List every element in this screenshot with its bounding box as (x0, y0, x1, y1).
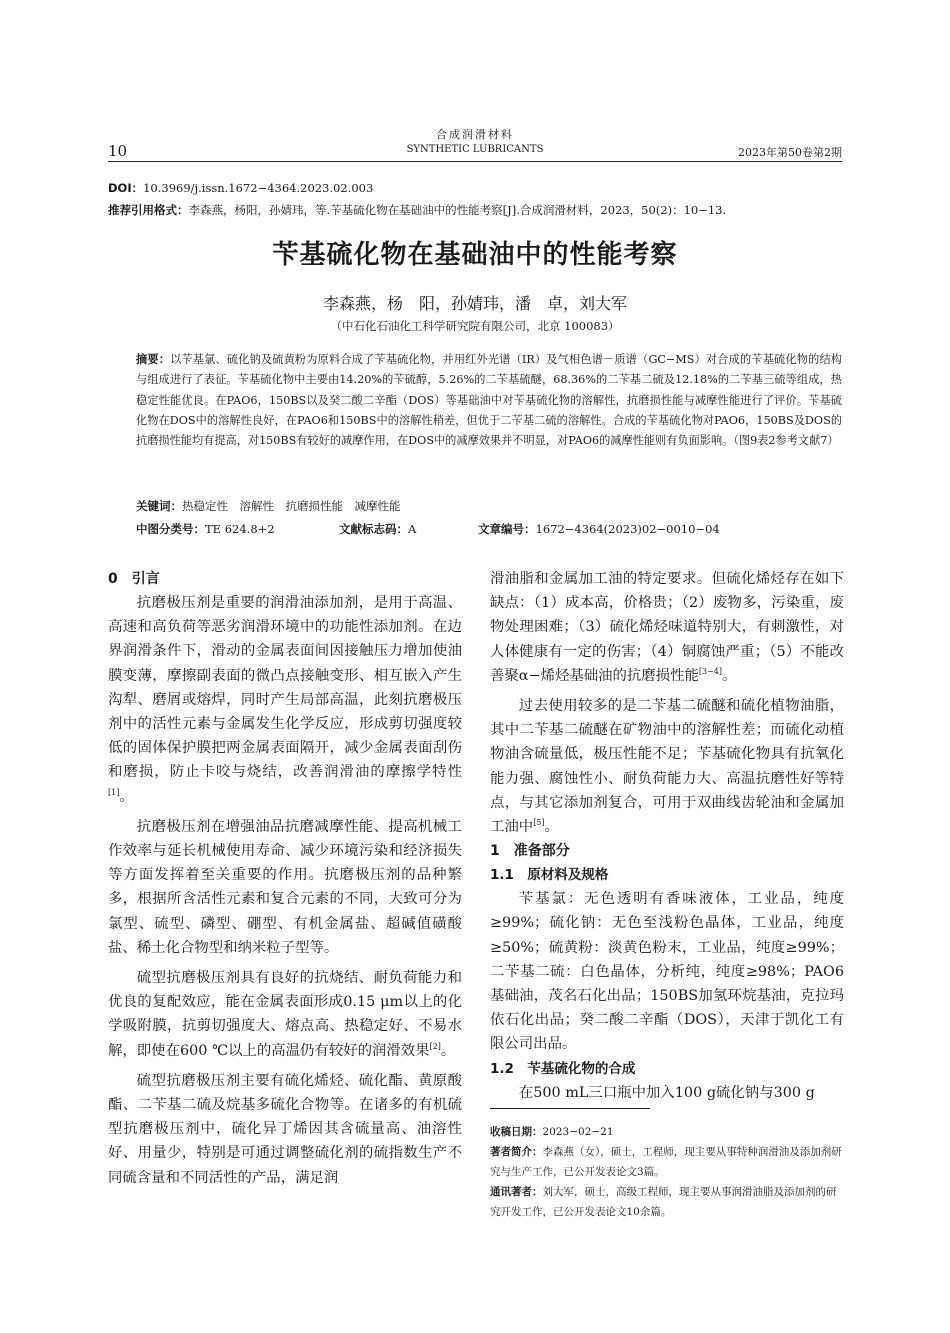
reference-5[interactable]: [5] (533, 818, 545, 828)
doc-label: 文献标志码： (339, 522, 408, 536)
paragraph-6: 苄基氯：无色透明有香味液体，工业品，纯度≥99%；硫化钠：无色至浅粉色晶体，工业品，纯度≥50%；硫黄粉：淡黄色粉末，工业品，纯度≥99%；二苄基二硫：白色晶体，分析纯，纯度≥98%；PAO6基础油，茂名石化出品；150BS加氢环烷基油，克拉玛依石化出品；癸二酸二辛酯（DOS），天津于凯化工有限公司出品。 (490, 891, 844, 1053)
journal-name-en: SYNTHETIC LUBRICANTS (406, 144, 544, 155)
keywords-label: 关键词： (136, 499, 182, 513)
citation-line (108, 200, 848, 220)
clc-value: TE 624.8+2 (205, 522, 275, 536)
abstract (136, 350, 842, 451)
paragraph-4: 硫型抗磨极压剂主要有硫化烯烃、硫化酯、黄原酸酯、二苄基二硫及烷基多硫化合物等。在诸多的有机硫型抗磨极压剂中，硫化异丁烯因其含硫量高、油溶性好、用量少，特别是可通过调整硫化剂的硫指数生产不同硫含量和不同活性的产品，满足润 (108, 1072, 462, 1186)
paragraph-1: 抗磨极压剂是重要的润滑油添加剂，是用于高温、高速和高负荷等恶劣润滑环境中的功能性添加剂。在边界润滑条件下，滑动的金属表面间因接触压力增加使油膜变薄，摩擦副表面的微凸点接触变形、相互嵌入产生沟犁、磨屑或熔焊，同时产生局部高温，此刻抗磨极压剂中的活性元素与金属发生化学反应，形成剪切强度较低的固体保护膜把两金属表面隔开，减少金属表面刮伤和磨损，防止卡咬与烧结，改善润滑油的摩擦学特性[1]。 (108, 595, 462, 805)
paragraph-7: 在500 mL三口瓶中加入100 g硫化钠与300 g (518, 1084, 815, 1101)
left-column (108, 567, 462, 1190)
doi-line (108, 178, 848, 198)
section-1-2-heading: 1.2 苄基硫化物的合成 (490, 1060, 636, 1077)
abstract-text: 以苄基氯、硫化钠及硫黄粉为原料合成了苄基硫化物，并用红外光谱（IR）及气相色谱－质谱（GC−MS）对合成的苄基硫化物的结构与组成进行了表征。苄基硫化物中主要由14.20%的苄硫醇，5.26%的二苄基硫醚，68.36%的二苄基二硫及12.18%的二苄基三硫等组成，热稳定性能优良。在PAO6，150BS以及癸二酸二辛酯（DOS）等基础油中对苄基硫化物的溶解性，抗磨损性能与减摩性能进行了评价。苄基硫化物在DOS中的溶解性良好，在PAO6和150BS中的溶解性稍差，但优于二苄基二硫的溶解性。合成的苄基硫化物对PAO6，150BS及DOS的抗磨损性能均有提高，对150BS有较好的减摩作用，在DOS中的减摩效果并不明显，对PAO6的减摩性能则有负面影响。（图9表2参考文献7） (136, 353, 843, 448)
abstract-label: 摘要： (136, 353, 171, 366)
author-list: 李森燕，杨 阳，孙婧玮，潘 卓，刘大军 (322, 294, 627, 313)
footnote-rule (490, 1108, 650, 1109)
footnotes (490, 1122, 844, 1222)
author-bio: 著者简介：李森燕（女），硕士，工程师，现主要从事特种润滑油及添加剂研究与生产工作，已公开发表论文3篇。 (490, 1146, 842, 1178)
section-1-heading: 1 准备部分 (490, 843, 570, 860)
reference-3-4[interactable]: [3−4] (698, 667, 722, 677)
doi-label: DOI： (108, 181, 144, 195)
paragraph-3: 硫型抗磨极压剂具有良好的抗烧结、耐负荷能力和优良的复配效应，能在金属表面形成0.15 μm以上的化学吸附膜，抗剪切强度大、熔点高、热稳定好、不易水解，即使在600 ℃以上的高温仍有较好的润滑效果[2]。 (108, 970, 462, 1059)
clc-label: 中图分类号： (136, 522, 205, 536)
paragraph-5: 过去使用较多的是二苄基二硫醚和硫化植物油脂，其中二苄基二硫醚在矿物油中的溶解性差；而硫化动植物油含硫量低，极压性能不足；苄基硫化物具有抗氧化能力强、腐蚀性小、耐负荷能力大、高温抗磨性好等特点，与其它添加剂复合，可用于双曲线齿轮油和金属加工油中[5]。 (490, 698, 844, 836)
art-value: 1672−4364(2023)02−0010−04 (535, 522, 720, 536)
doi-value[interactable]: 10.3969/j.issn.1672−4364.2023.02.003 (143, 181, 374, 195)
journal-name-cn: 合成润滑材料 (436, 128, 514, 141)
keywords (136, 498, 401, 514)
article-title: 苄基硫化物在基础油中的性能考察 (272, 240, 678, 270)
section-0-heading: 0 引言 (108, 571, 160, 587)
reference-2[interactable]: [2] (429, 1041, 441, 1051)
right-column (490, 567, 844, 1105)
art-label: 文章编号： (478, 522, 536, 536)
section-1-1-heading: 1.1 原材料及规格 (490, 867, 609, 884)
issue-info: 2023年第50卷第2期 (738, 146, 842, 159)
affiliation: （中石化石油化工科学研究院有限公司，北京 100083） (330, 319, 620, 333)
reference-1[interactable]: [1] (108, 787, 120, 797)
page-number: 10 (108, 142, 128, 160)
keywords-value: 热稳定性 溶解性 抗磨损性能 减摩性能 (182, 499, 401, 513)
corresponding-author: 通讯著者：刘大军，硕士，高级工程师，现主要从事润滑油脂及添加剂的研究开发工作，已公开发表论文10余篇。 (490, 1186, 837, 1218)
article-number (478, 521, 720, 537)
citation-value: 李森燕，杨阳，孙婧玮，等.苄基硫化物在基础油中的性能考察[J].合成润滑材料，2023，50(2)：10−13. (188, 203, 727, 217)
paragraph-2: 抗磨极压剂在增强油品抗磨减摩性能、提高机械工作效率与延长机械使用寿命、减少环境污染和经济损失等方面发挥着至关重要的作用。抗磨极压剂的品种繁多，根据所含活性元素和复合元素的不同，大致可分为氯型、硫型、磷型、硼型、有机金属盐、超碱值磺酸盐、稀土化合物型和纳米粒子型等。 (108, 818, 462, 956)
doc-code (339, 521, 416, 537)
received-date: 收稿日期：2023−02−21 (490, 1126, 614, 1138)
doc-value: A (408, 522, 417, 536)
paragraph-4-continued: 滑油脂和金属加工油的特定要求。但硫化烯烃存在如下缺点：（1）成本高，价格贵；（2）废物多，污染重，废物处理困难；（3）硫化烯烃味道特别大，有刺激性，对人体健康有一定的伤害；（4）铜腐蚀严重；（5）不能改善聚α−烯烃基础油的抗磨损性能[3−4]。 (490, 571, 844, 684)
citation-label: 推荐引用格式： (108, 203, 189, 217)
clc-code (136, 521, 275, 537)
header-rule (108, 161, 842, 162)
